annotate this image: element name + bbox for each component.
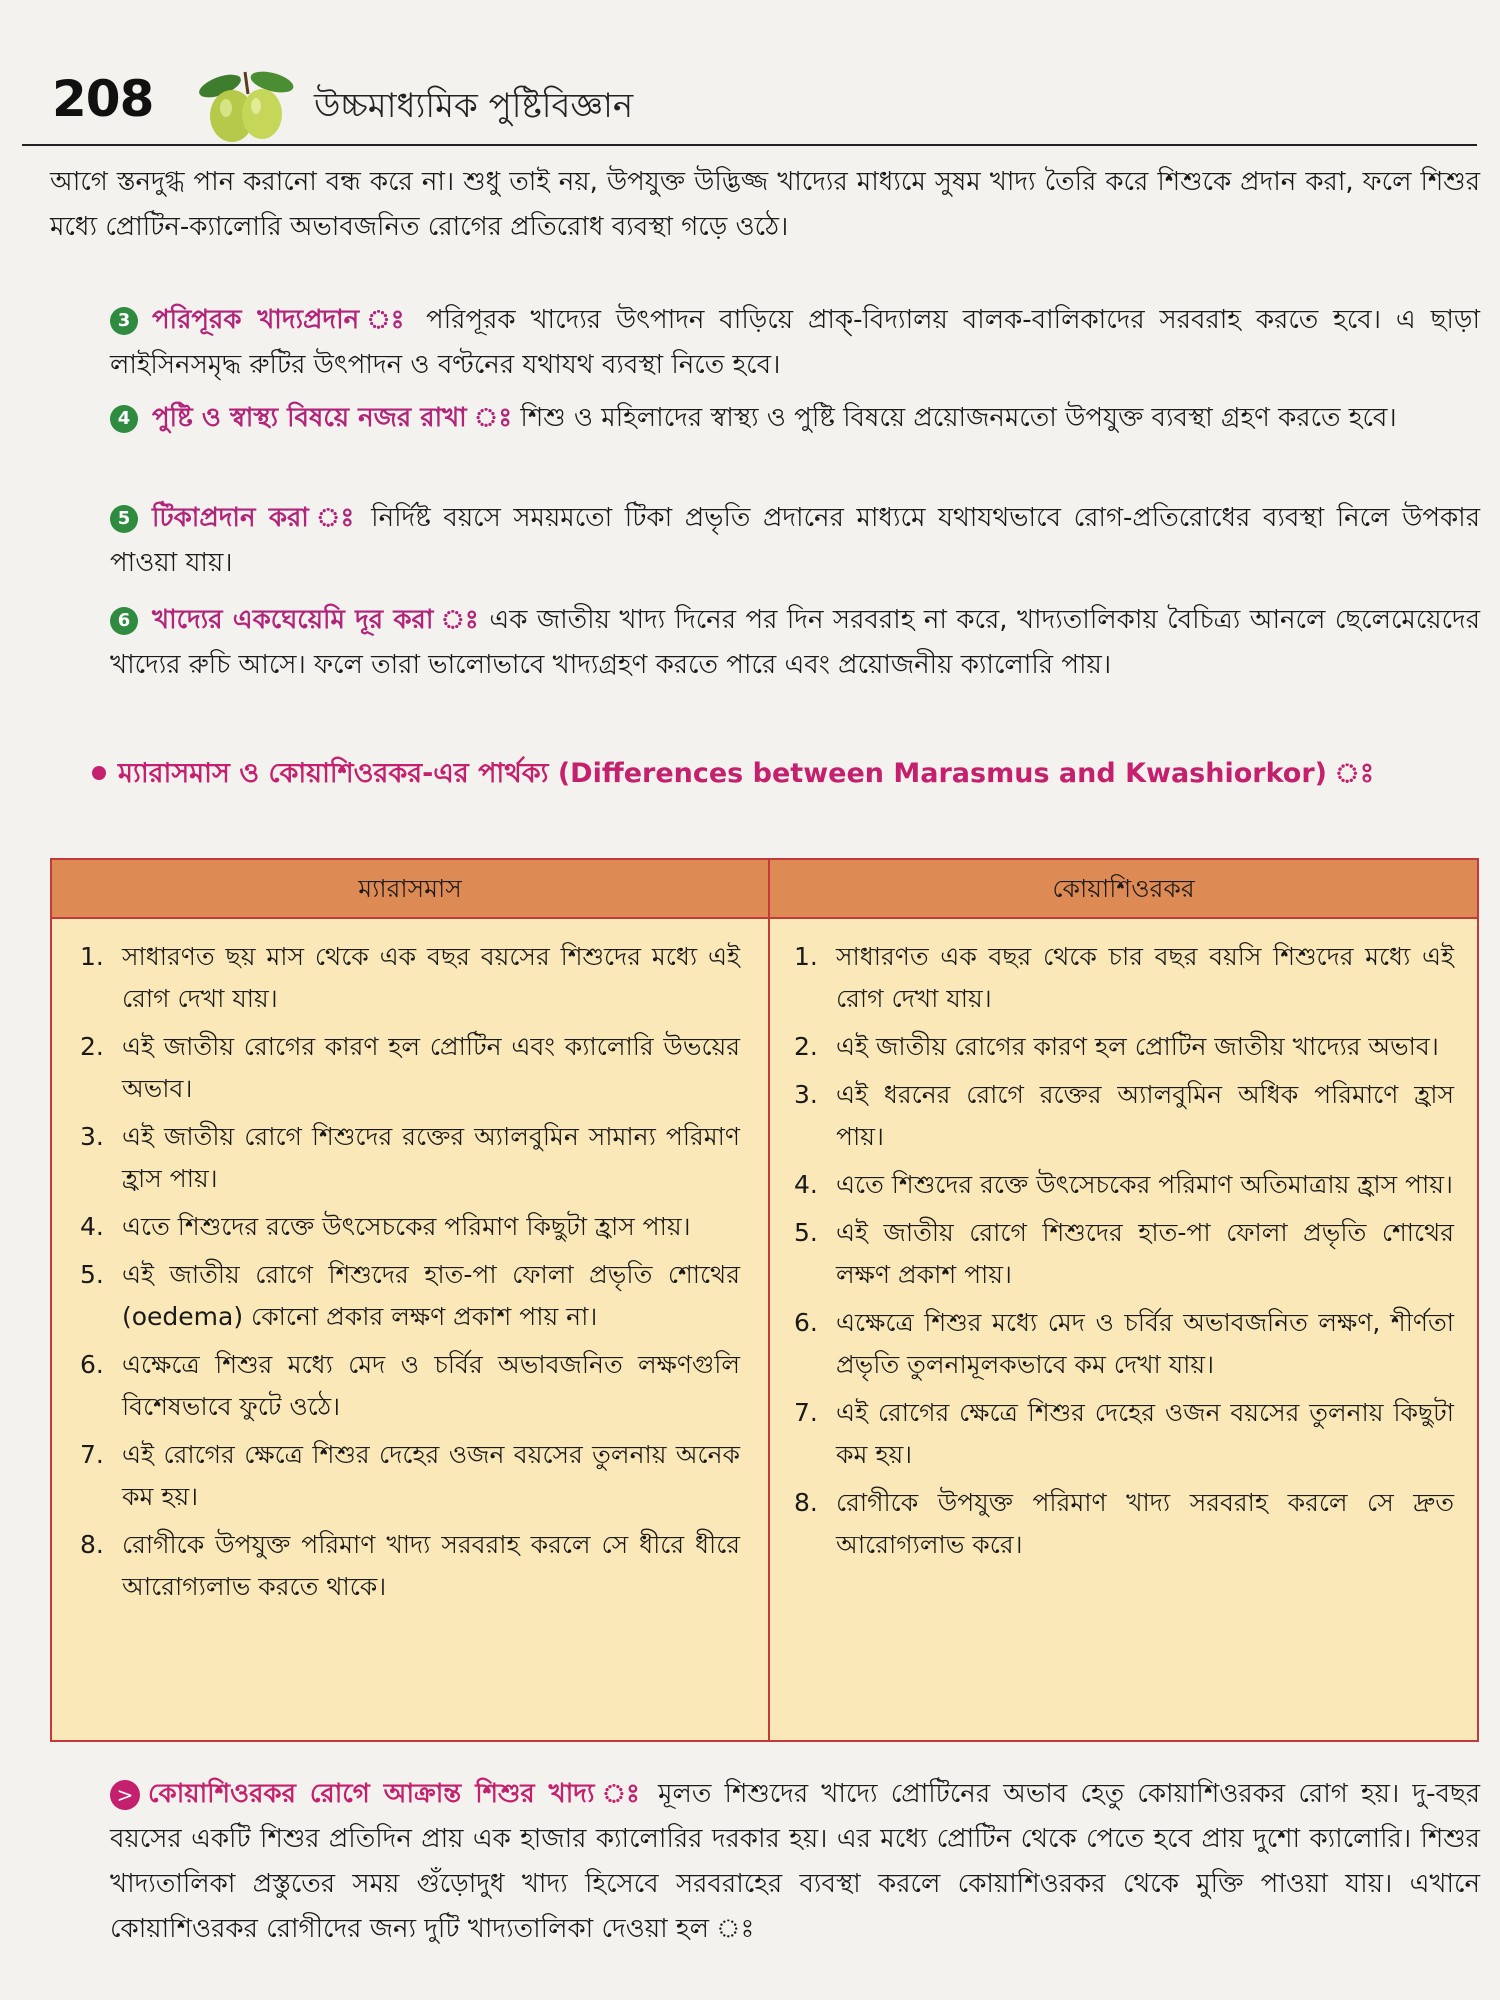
point-3 [50, 298, 1480, 388]
column-kwashiorkor [794, 936, 1454, 1572]
point-heading: টিকাপ্রদান করা ঃ [152, 503, 359, 533]
table-row: 2. এই জাতীয় রোগের কারণ হল প্রোটিন এবং ক্যালোরি উভয়ের অভাব। [80, 1032, 740, 1103]
bottom-heading: কোয়াশিওরকর রোগে আক্রান্ত শিশুর খাদ্য ঃ [148, 1779, 645, 1809]
table-row: 6. এক্ষেত্রে শিশুর মধ্যে মেদ ও চর্বির অভাবজনিত লক্ষণ, শীর্ণতা প্রভৃতি তুলনামূলকভাবে কম দেখা যায়। [794, 1308, 1454, 1379]
header-kwashiorkor: কোয়াশিওরকর [1052, 874, 1195, 903]
table-row: 7. এই রোগের ক্ষেত্রে শিশুর দেহের ওজন বয়সের তুলনায় অনেক কম হয়। [80, 1440, 740, 1511]
table-row: 5. এই জাতীয় রোগে শিশুদের হাত-পা ফোলা প্রভৃতি শোথের লক্ষণ প্রকাশ পায়। [794, 1218, 1454, 1289]
pear-fruit-icon [190, 64, 300, 146]
point-number-badge: 4 [110, 405, 138, 433]
table-row: 6. এক্ষেত্রে শিশুর মধ্যে মেদ ও চর্বির অভাবজনিত লক্ষণগুলি বিশেষভাবে ফুটে ওঠে। [80, 1350, 740, 1421]
header-marasmus: ম্যারাসমাস [358, 874, 462, 903]
table-row: 1. সাধারণত ছয় মাস থেকে এক বছর বয়সের শিশুদের মধ্যে এই রোগ দেখা যায়। [80, 942, 740, 1013]
page-header [22, 62, 1477, 146]
point-number-badge: 5 [110, 505, 138, 533]
point-4 [50, 396, 1480, 441]
header-divider [22, 144, 1477, 146]
comparison-table [50, 858, 1479, 1742]
column-divider [768, 860, 770, 1740]
section-title-text: ম্যারাসমাস ও কোয়াশিওরকর-এর পার্থক্য (Differences between Marasmus and Kwashiorkor) ঃ [118, 758, 1375, 789]
table-row: 1. সাধারণত এক বছর থেকে চার বছর বয়সি শিশুদের মধ্যে এই রোগ দেখা যায়। [794, 942, 1454, 1013]
table-row: 8. রোগীকে উপযুক্ত পরিমাণ খাদ্য সরবরাহ করলে সে দ্রুত আরোগ্যলাভ করে। [794, 1488, 1454, 1559]
section-title [118, 752, 1478, 796]
intro-paragraph: আগে স্তনদুগ্ধ পান করানো বন্ধ করে না। শুধু তাই নয়, উপযুক্ত উদ্ভিজ্জ খাদ্যের মাধ্যমে সুষম খাদ্য তৈরি করে শিশুকে প্রদান করা, ফলে শিশুর মধ্যে প্রোটিন-ক্যালোরি অভাবজনিত রোগের প্রতিরোধ ব্যবস্থা গড়ে ওঠে। [50, 167, 1480, 242]
bottom-text: মূলত শিশুদের খাদ্যে প্রোটিনের অভাব হেতু কোয়াশিওরকর রোগ হয়। দু-বছর বয়সের একটি শিশুর প্রতিদিন প্রায় এক হাজার ক্যালোরির দরকার হয়। এর মধ্যে প্রোটিন থেকে পেতে হবে প্রায় দুশো ক্যালোরি। শিশুর খাদ্যতালিকা প্রস্তুতের সময় গুঁড়োদুধ খাদ্য হিসেবে সরবরাহের ব্যবস্থা করলে কোয়াশিওরকর থেকে মুক্তি পাওয়া যায়। এখানে কোয়াশিওরকর রোগীদের জন্য দুটি খাদ্যতালিকা দেওয়া হল ঃ [110, 1779, 1480, 1944]
point-number-badge: 6 [110, 607, 138, 635]
table-row: 8. রোগীকে উপযুক্ত পরিমাণ খাদ্য সরবরাহ করলে সে ধীরে ধীরে আরোগ্যলাভ করতে থাকে। [80, 1530, 740, 1601]
book-title: উচ্চমাধ্যমিক পুষ্টিবিজ্ঞান [314, 86, 634, 126]
table-row: 5. এই জাতীয় রোগে শিশুদের হাত-পা ফোলা প্রভৃতি শোথের (oedema) কোনো প্রকার লক্ষণ প্রকাশ পায় না। [80, 1260, 740, 1331]
point-6 [50, 598, 1480, 688]
bottom-paragraph [50, 1772, 1480, 1952]
table-row: 4. এতে শিশুদের রক্তে উৎসেচকের পরিমাণ অতিমাত্রায় হ্রাস পায়। [794, 1170, 1453, 1199]
table-row: 3. এই ধরনের রোগে রক্তের অ্যালবুমিন অধিক পরিমাণে হ্রাস পায়। [794, 1080, 1454, 1151]
table-row: 4. এতে শিশুদের রক্তে উৎসেচকের পরিমাণ কিছুটা হ্রাস পায়। [80, 1212, 691, 1241]
table-row: 2. এই জাতীয় রোগের কারণ হল প্রোটিন জাতীয় খাদ্যের অভাব। [794, 1032, 1439, 1061]
bullet-icon [92, 766, 106, 780]
arrow-right-icon: > [110, 1780, 140, 1810]
point-5 [50, 496, 1480, 586]
table-row: 3. এই জাতীয় রোগে শিশুদের রক্তের অ্যালবুমিন সামান্য পরিমাণ হ্রাস পায়। [80, 1122, 740, 1193]
point-heading: পুষ্টি ও স্বাস্থ্য বিষয়ে নজর রাখা ঃ [152, 403, 513, 433]
point-text: শিশু ও মহিলাদের স্বাস্থ্য ও পুষ্টি বিষয়ে প্রয়োজনমতো উপযুক্ত ব্যবস্থা গ্রহণ করতে হবে। [512, 403, 1397, 433]
point-text: নির্দিষ্ট বয়সে সময়মতো টিকা প্রভৃতি প্রদানের মাধ্যমে যথাযথভাবে রোগ-প্রতিরোধের ব্যবস্থা নিলে উপকার পাওয়া যায়। [110, 503, 1481, 578]
page-number: 208 [52, 70, 154, 128]
column-marasmus [80, 936, 740, 1614]
point-heading: খাদ্যের একঘেয়েমি দূর করা ঃ [152, 605, 480, 635]
table-row: 7. এই রোগের ক্ষেত্রে শিশুর দেহের ওজন বয়সের তুলনায় কিছুটা কম হয়। [794, 1398, 1454, 1469]
point-number-badge: 3 [110, 307, 138, 335]
point-text: এক জাতীয় খাদ্য দিনের পর দিন সরবরাহ না করে, খাদ্যতালিকায় বৈচিত্র্য আনলে ছেলেমেয়েদের খাদ্যের রুচি আসে। ফলে তারা ভালোভাবে খাদ্যগ্রহণ করতে পারে এবং প্রয়োজনীয় ক্যালোরি পায়। [110, 605, 1481, 680]
table-header [52, 860, 1477, 919]
point-text: পরিপূরক খাদ্যের উৎপাদন বাড়িয়ে প্রাক্‌-বিদ্যালয় বালক-বালিকাদের সরবরাহ করতে হবে। এ ছাড়া লাইসিনসমৃদ্ধ রুটির উৎপাদন ও বণ্টনের যথাযথ ব্যবস্থা নিতে হবে। [110, 305, 1480, 380]
point-heading: পরিপূরক খাদ্যপ্রদান ঃ [152, 305, 412, 335]
